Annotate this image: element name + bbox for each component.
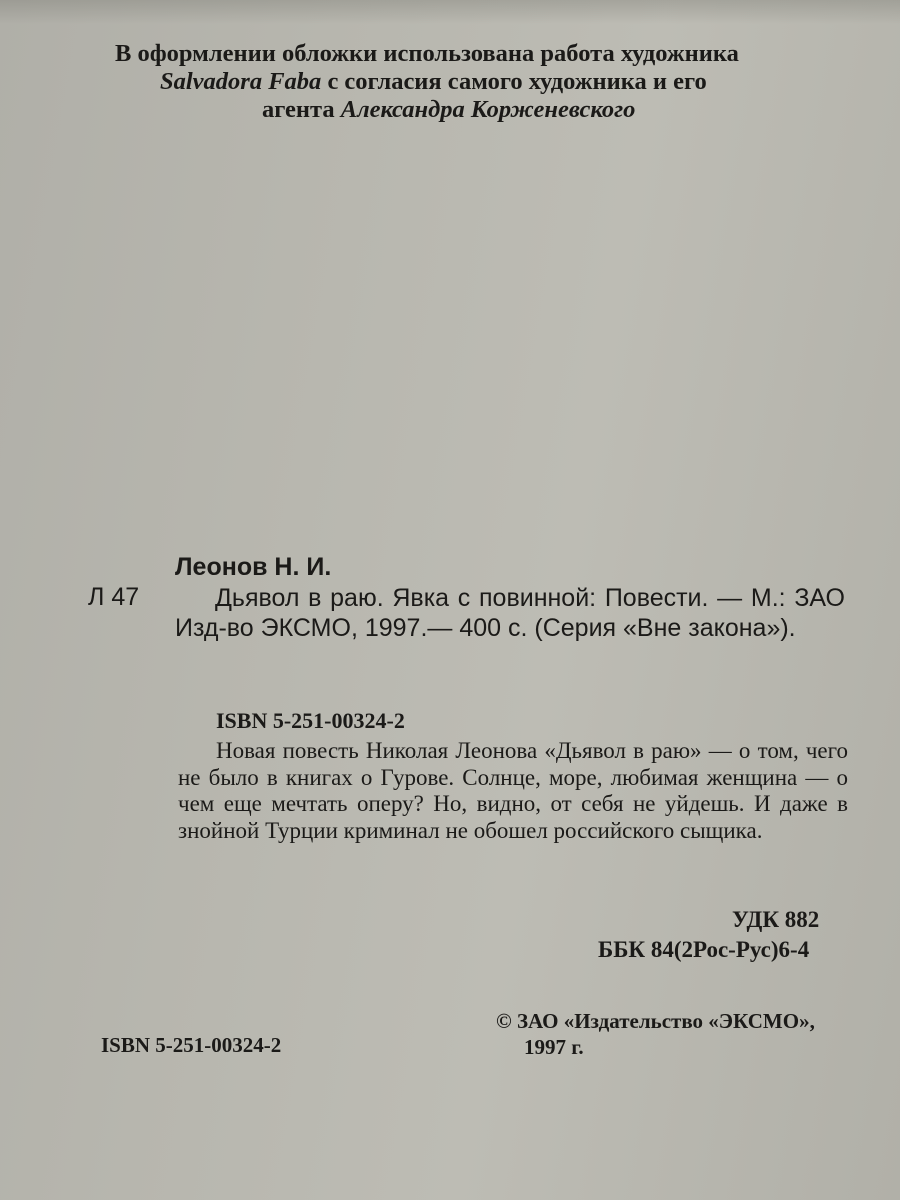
- credit-line-2-rest: с согласия самого художника и его: [321, 68, 707, 95]
- udk-code: УДК 882: [732, 907, 820, 932]
- copyright-notice: [496, 1008, 856, 1060]
- credit-line-2: [115, 68, 815, 96]
- credit-line-3-start: агента: [262, 96, 341, 123]
- cutter-mark: Л 47: [88, 583, 140, 611]
- isbn-footer: ISBN 5-251-00324-2: [101, 1033, 282, 1057]
- credit-line-3: [115, 96, 815, 124]
- author-heading: Леонов Н. И.: [175, 553, 332, 581]
- annotation-text: Новая повесть Николая Леонова «Дьявол в раю» — о том, чего не было в книгах о Гурове. Солнце, море, любимая женщина — о чем еще мечтать оперу? Но, видно, от себя не уйдешь. И даже в знойной Турции криминал не обошел российского сыщика.: [178, 738, 848, 843]
- credit-line-1: В оформлении обложки использована работа художника: [115, 40, 739, 67]
- cover-art-credit: [115, 40, 815, 124]
- bibliographic-description: Дьявол в раю. Явка с повинной: Повести. — М.: ЗАО Изд-во ЭКСМО, 1997.— 400 с. (Серия «Вне закона»).: [175, 584, 845, 642]
- artist-name: Salvadora Faba: [160, 68, 322, 95]
- copyright-line-1: © ЗАО «Издательство «ЭКСМО»,: [496, 1009, 815, 1033]
- bbk-code: ББК 84(2Рос-Рус)6-4: [598, 937, 810, 962]
- isbn-record: ISBN 5-251-00324-2: [216, 708, 405, 733]
- copyright-year: 1997 г.: [524, 1035, 584, 1059]
- agent-name: Александра Корженевского: [340, 96, 636, 123]
